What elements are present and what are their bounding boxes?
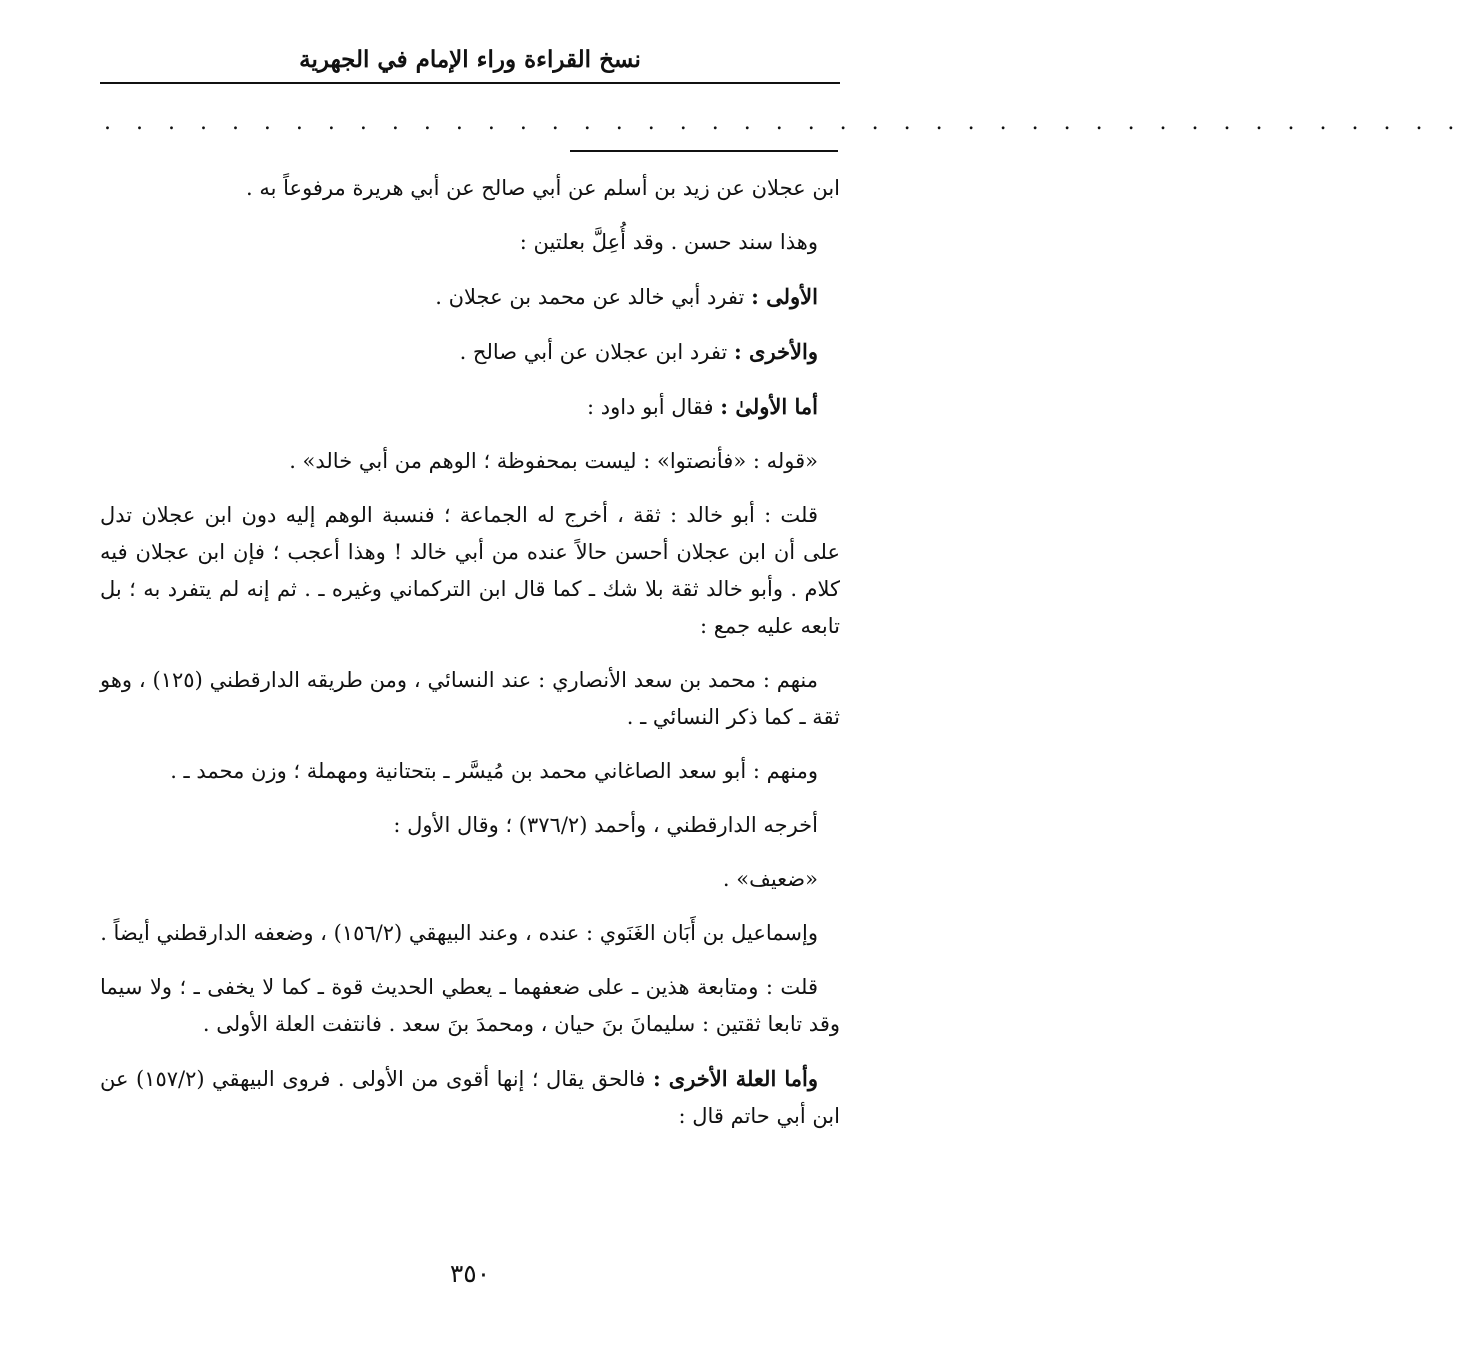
paragraph-first-discussion — [100, 388, 840, 426]
paragraph-second-discussion — [100, 1060, 840, 1135]
second-discussion-label: وأما العلة الأخرى : — [652, 1066, 818, 1091]
paragraph-daif: «ضعيف» . — [722, 867, 818, 891]
paragraph-follower-ansari: منهم : محمد بن سعد الأنصاري : عند النسائي ، ومن طريقه الدارقطني (١٢٥) ، وهو ثقة ـ كما ذكر النسائي ـ . — [100, 668, 840, 729]
paragraph-isnad: ابن عجلان عن زيد بن أسلم عن أبي صالح عن أبي هريرة مرفوعاً به . — [246, 176, 840, 200]
first-defect-label: الأولى : — [751, 284, 818, 309]
page-number: ٣٥٠ — [449, 1259, 491, 1288]
first-discussion-label: أما الأولىٰ : — [720, 394, 818, 419]
paragraph-author-response: قلت : أبو خالد : ثقة ، أخرج له الجماعة ؛ فنسبة الوهم إليه دون ابن عجلان تدل على أن ابن عجلان أحسن حالاً عنده من أبي خالد ! وهذا أعجب ؛ فإن ابن عجلان فيه كلام . وأبو خالد ثقة بلا شك ـ كما قال ابن التركماني وغيره ـ . ثم إنه لم يتفرد به ؛ بل تابعه عليه جمع : — [100, 503, 840, 638]
paragraph-follower-ghanawi: وإسماعيل بن أَبَان الغَنَوي : عنده ، وعند البيهقي (١٥٦/٢) ، وضعفه الدارقطني أيضاً . — [100, 921, 818, 945]
paragraph-follower-saghani: ومنهم : أبو سعد الصاغاني محمد بن مُيسَّر ـ بتحتانية ومهملة ؛ وزن محمد ـ . — [170, 759, 818, 783]
paragraph-abu-dawud-quote: «قوله : «فأنصتوا» : ليست بمحفوظة ؛ الوهم من أبي خالد» . — [289, 449, 818, 473]
running-header: نسخ القراءة وراء الإمام في الجهرية — [299, 46, 641, 73]
first-discussion-text: فقال أبو داود : — [586, 395, 721, 419]
paragraph-takhrij: أخرجه الدارقطني ، وأحمد (٣٧٦/٢) ؛ وقال الأول : — [393, 813, 818, 837]
second-defect-label: والأخرى : — [733, 339, 818, 364]
second-defect-text: تفرد ابن عجلان عن أبي صالح . — [459, 340, 734, 364]
paragraph-second-defect — [100, 333, 840, 371]
footnote-separator-rule — [570, 150, 838, 152]
paragraph-conclusion-first: قلت : ومتابعة هذين ـ على ضعفهما ـ يعطي الحديث قوة ـ كما لا يخفى ـ ؛ ولا سيما وقد تابعا ثقتين : سليمانَ بنَ حيان ، ومحمدَ بنَ سعد . فانتفت العلة الأولى . — [100, 975, 840, 1036]
ellipsis-dots-row: . . . . . . . . . . . . . . . . . . . . . . . . . . . . . . . . . . . . . . . . . . . — [104, 110, 1463, 135]
paragraph-first-defect — [100, 278, 840, 316]
first-defect-text: تفرد أبي خالد عن محمد بن عجلان . — [435, 285, 752, 309]
paragraph-grading: وهذا سند حسن . وقد أُعِلَّ بعلتين : — [519, 230, 818, 254]
header-rule — [100, 82, 840, 84]
second-discussion-text: فالحق يقال ؛ إنها أقوى من الأولى . فروى البيهقي (١٥٧/٢) عن ابن أبي حاتم قال : — [100, 1067, 840, 1128]
body-text — [100, 170, 840, 1152]
